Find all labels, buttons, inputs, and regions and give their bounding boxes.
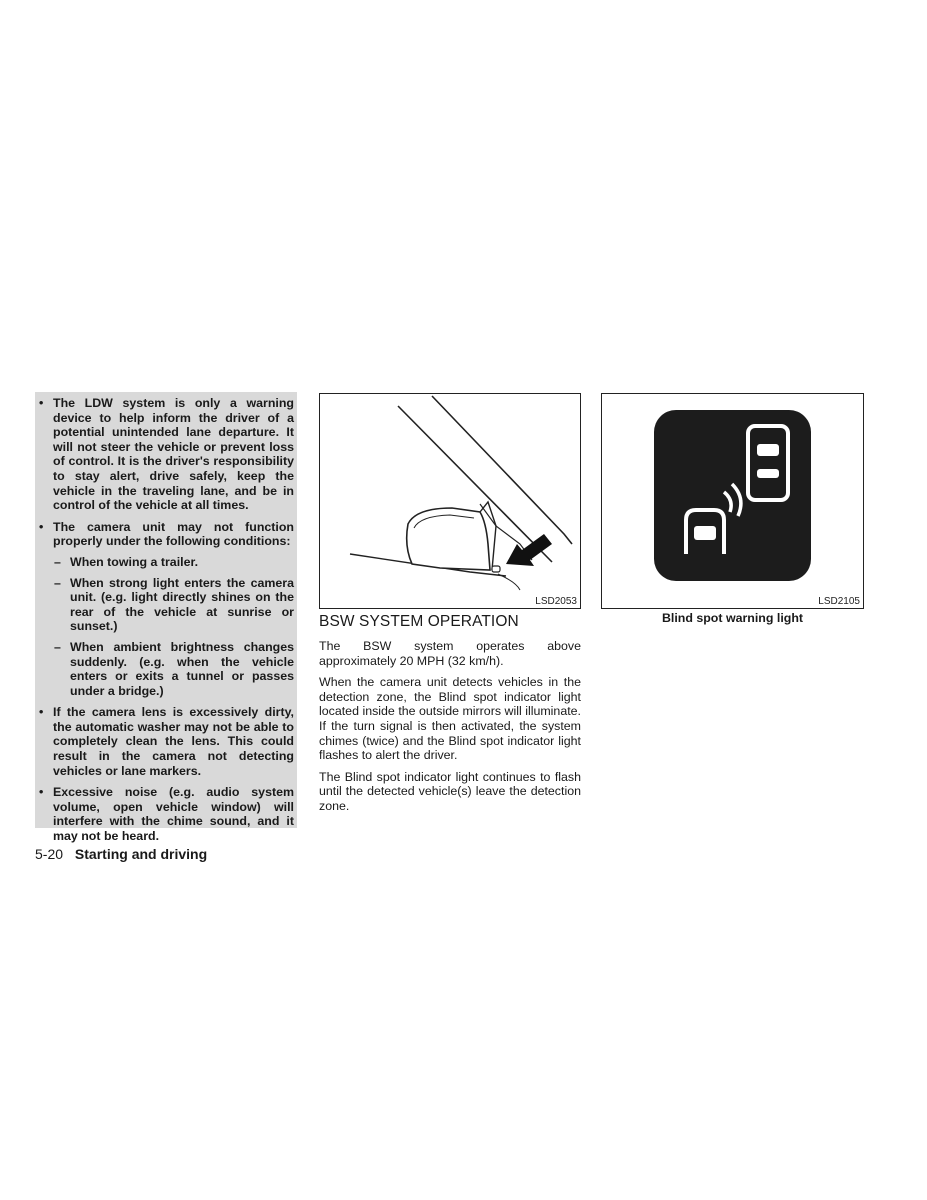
warning-list	[39, 396, 294, 844]
bullet: •	[39, 705, 44, 720]
warning-item-noise	[39, 785, 294, 843]
figure-code: LSD2105	[818, 596, 860, 607]
figure-code: LSD2053	[535, 596, 577, 607]
condition-text: When ambient brightness changes suddenly. (e.g. when the vehicle enters or exits a tunnel or passes under a bridge.)	[70, 639, 294, 698]
paragraph-detection: When the camera unit detects vehicles in the detection zone, the Blind spot indicator light located inside the outside mirrors will illuminate. If the turn signal is then activated, the system chimes (twice) and the Blind spot indicator light flashes to alert the driver.	[319, 675, 581, 763]
paragraph-operating-speed: The BSW system operates above approximately 20 MPH (32 km/h).	[319, 639, 581, 668]
paragraph-flashing: The Blind spot indicator light continues to flash until the detected vehicle(s) leave the detection zone.	[319, 769, 581, 813]
section-heading: BSW SYSTEM OPERATION	[319, 613, 519, 630]
bullet: •	[39, 785, 44, 800]
condition-item-brightness	[54, 640, 294, 698]
page-footer	[35, 846, 207, 862]
warning-item-camera-conditions	[39, 520, 294, 699]
conditions-list	[53, 555, 294, 698]
warning-box	[35, 392, 297, 844]
dash: –	[54, 575, 61, 590]
section-body	[319, 639, 581, 821]
warning-item-dirty-lens	[39, 705, 294, 778]
mirror-illustration	[320, 394, 580, 608]
condition-item-trailer	[54, 555, 294, 570]
bullet: •	[39, 519, 44, 534]
figure-caption: Blind spot warning light	[661, 611, 804, 625]
chapter-title: Starting and driving	[74, 846, 208, 862]
figure-warning-light	[601, 393, 864, 609]
figure-outside-mirror	[319, 393, 581, 609]
bullet: •	[39, 396, 44, 410]
warning-text: The camera unit may not function properly under the following conditions:	[53, 519, 294, 549]
condition-text: When strong light enters the camera unit. (e.g. light directly shines on the rear of the vehicle at sunrise or sunset.)	[70, 575, 294, 634]
warning-text: The LDW system is only a warning device to help inform the driver of a potential unintended lane departure. It will not steer the vehicle or prevent loss of control. It is the driver's responsibility to stay alert, drive safely, keep the vehicle in the traveling lane, and be in control of the vehicle at all times.	[53, 396, 294, 513]
page-number: 5-20	[35, 846, 64, 862]
dash: –	[54, 554, 61, 569]
warning-text: If the camera lens is excessively dirty, the automatic washer may not be able to completely clean the lens. This could result in the camera not detecting vehicles or lane markers.	[53, 705, 294, 778]
condition-item-strong-light	[54, 576, 294, 634]
dash: –	[54, 639, 61, 654]
condition-text: When towing a trailer.	[70, 554, 199, 569]
warning-item-ldw	[39, 396, 294, 513]
blind-spot-warning-icon	[602, 394, 863, 608]
warning-text: Excessive noise (e.g. audio system volume, open vehicle window) will interfere with the chime sound, and it may not be heard.	[53, 785, 294, 844]
